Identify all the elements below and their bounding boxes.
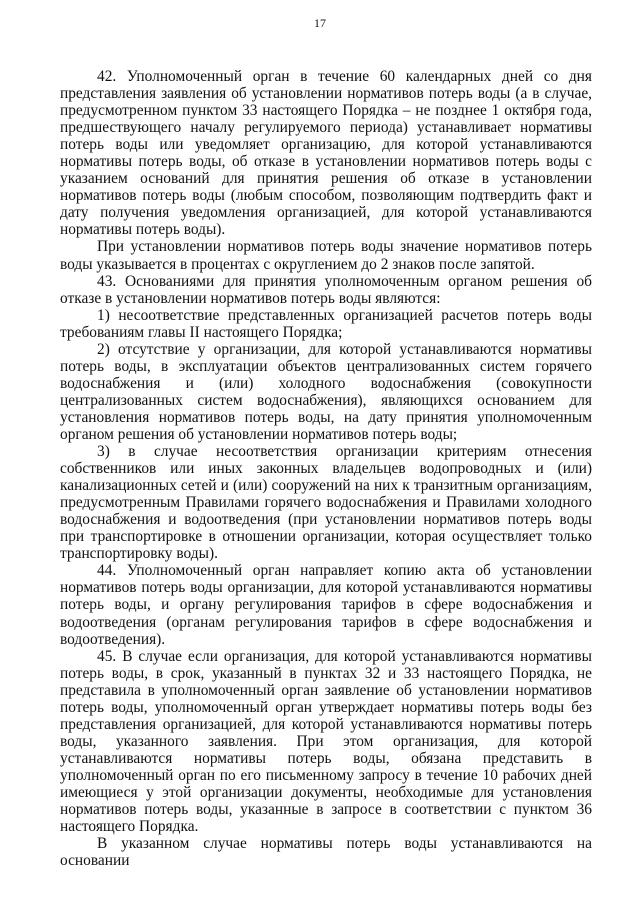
paragraph-44: 44. Уполномоченный орган направляет копию акта об установлении нормативов потерь воды организации, для которой устанавливаются нормативы потерь воды, и органу регулирования тарифов в сфере водоснабжения и водоотведения (органам регулирования тарифов в сфере водоснабжения и водоотведения). xyxy=(60,562,592,648)
paragraph-45-continued: В указанном случае нормативы потерь воды устанавливаются на основании xyxy=(60,835,592,870)
document-body xyxy=(60,68,592,869)
page-number: 17 xyxy=(314,16,326,30)
paragraph-43: 43. Основаниями для принятия уполномоченным органом решения об отказе в установлении нормативов потерь воды являются: xyxy=(60,272,592,307)
paragraph-42: 42. Уполномоченный орган в течение 60 календарных дней со дня представления заявления об установлении нормативов потерь воды (а в случае, предусмотренном пунктом 33 настоящего Порядка – не позднее 1 октября года, предшествующего началу регулируемого периода) устанавливает нормативы потерь воды или уведомляет организацию, для которой устанавливаются нормативы потерь воды, об отказе в установлении нормативов потерь воды с указанием оснований для принятия решения об отказе в установлении нормативов потерь воды (любым способом, позволяющим подтвердить факт и дату получения уведомления организацией, для которой устанавливаются нормативы потерь воды). xyxy=(60,68,592,239)
paragraph-43-item-1: 1) несоответствие представленных организацией расчетов потерь воды требованиям главы II настоящего Порядка; xyxy=(60,306,592,341)
paragraph-43-item-3: 3) в случае несоответствия организации критериям отнесения собственников или иных законных владельцев водопроводных и (или) канализационных сетей и (или) сооружений на них к транзитным организациям, предусмотренным Правилами горячего водоснабжения и Правилами холодного водоснабжения и водоотведения (при установлении нормативов потерь воды при транспортировке в отношении организации, которая осуществляет только транспортировку воды). xyxy=(60,443,592,563)
paragraph-42-rounding: При установлении нормативов потерь воды значение нормативов потерь воды указывается в процентах с округлением до 2 знаков после запятой. xyxy=(60,238,592,273)
paragraph-45: 45. В случае если организация, для которой устанавливаются нормативы потерь воды, в срок, указанный в пунктах 32 и 33 настоящего Порядка, не представила в уполномоченный орган заявление об установлении нормативов потерь воды, уполномоченный орган утверждает нормативы потерь воды без представления организацией, для которой устанавливаются нормативы потерь воды, указанного заявления. При этом организация, для которой устанавливаются нормативы потерь воды, обязана представить в уполномоченный орган по его письменному запросу в течение 10 рабочих дней имеющиеся у этой организации документы, необходимые для установления нормативов потерь воды, указанные в запросе в соответствии с пунктом 36 настоящего Порядка. xyxy=(60,647,592,836)
paragraph-43-item-2: 2) отсутствие у организации, для которой устанавливаются нормативы потерь воды, в эксплуатации объектов централизованных систем горячего водоснабжения и (или) холодного водоснабжения (совокупности централизованных систем водоснабжения), являющихся основанием для установления нормативов потерь воды, на дату принятия уполномоченным органом решения об установлении нормативов потерь воды; xyxy=(60,340,592,443)
